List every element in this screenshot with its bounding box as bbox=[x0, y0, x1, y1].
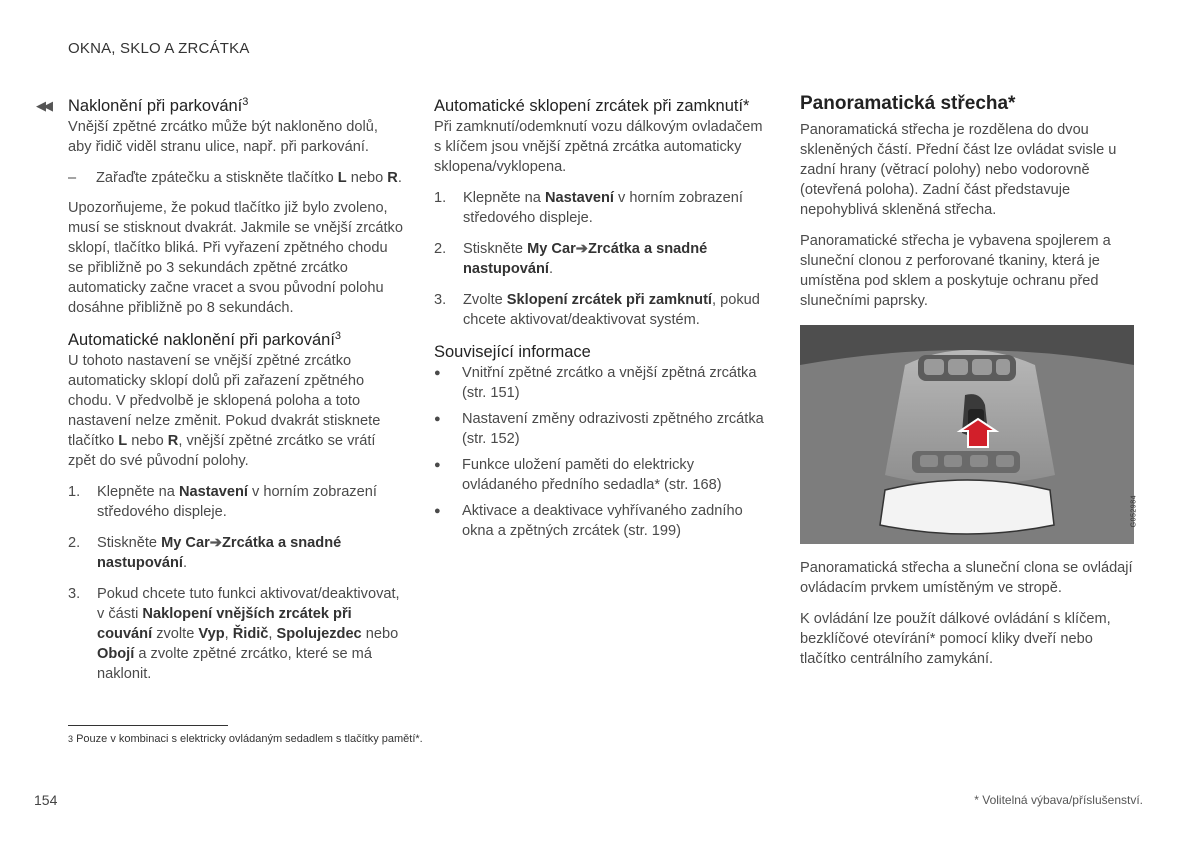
footnote: 3 Pouze v kombinaci s elektricky ovládaným sedadlem s tlačítky pamětí*. bbox=[68, 733, 423, 745]
roof-console-drawing bbox=[800, 325, 1134, 544]
dash-item: – Zařaďte zpátečku a stiskněte tlačítko L nebo R. bbox=[68, 170, 402, 186]
step-item: 3. Pokud chcete tuto funkci aktivovat/deaktivovat, v části Naklopení vnějších zrcátek při couvání zvolte Vyp, Řidič, Spolujezdec nebo Obojí a zvolte zpětné zrcátko, které se má naklonit. bbox=[68, 586, 400, 682]
related-link[interactable]: ● Nastavení změny odrazivosti zpětného zrcátka (str. 152) bbox=[434, 411, 764, 447]
column-right bbox=[800, 92, 1135, 680]
page-number: 154 bbox=[34, 792, 58, 808]
paragraph: K ovládání lze použít dálkové ovládání s klíčem, bezklíčové otevírání* pomocí kliky dveří nebo tlačítko centrálního zamykání. bbox=[800, 611, 1111, 667]
paragraph: Upozorňujeme, že pokud tlačítko již bylo zvoleno, musí se stisknout dvakrát. Jakmile se vnější zrcátko sklopí, tlačítko bliká. Při vyřazení zpětného chodu se přibližně po 3 sekundách zpětné zrcátko automaticky začne vracet a svou původní polohu dosáhne přibližně po 8 sekundách. bbox=[68, 200, 403, 316]
column-middle bbox=[434, 95, 769, 547]
section-heading-auto-parking-tilt: Automatické naklonění při parkování$^3$ bbox=[68, 330, 342, 349]
paragraph: U tohoto nastavení se vnější zpětné zrcátko automaticky sklopí dolů při zařazení zpětného chodu. V předvolbě je sklopená poloha a toto nastavení nelze změnit. Pokud dvakrát stisknete tlačítko L nebo R, vnější zpětné zrcátko se vrátí zpět do své původní polohy. bbox=[68, 353, 381, 469]
footnote-ref[interactable]: 3 bbox=[242, 96, 249, 108]
arrow-right-icon: ➔ bbox=[209, 535, 222, 551]
step-item: 1. Klepněte na Nastavení v horním zobrazení středového displeje. bbox=[68, 484, 377, 520]
paragraph: Při zamknutí/odemknutí vozu dálkovým ovladačem s klíčem jsou vnější zpětná zrcátka automaticky sklopena/vyklopena. bbox=[434, 119, 763, 175]
optional-equipment-note: * Volitelná výbava/příslušenství. bbox=[974, 793, 1143, 807]
section-heading-panoramic-roof: Panoramatická střecha* bbox=[800, 93, 1016, 114]
related-link[interactable]: ● Funkce uložení paměti do elektricky ovládaného předního sedadla* (str. 168) bbox=[434, 457, 722, 493]
section-heading-auto-fold: Automatické sklopení zrcátek při zamknutí* bbox=[434, 97, 750, 115]
related-link[interactable]: ● Vnitřní zpětné zrcátko a vnější zpětná zrcátka (str. 151) bbox=[434, 365, 757, 401]
footnote-ref[interactable]: 3 bbox=[334, 330, 342, 342]
page-header: OKNA, SKLO A ZRCÁTKA bbox=[68, 40, 250, 57]
step-item: 2. Stiskněte My Car➔Zrcátka a snadné nastupování. bbox=[434, 241, 708, 277]
paragraph: Panoramatická střecha je rozdělena do dvou skleněných částí. Přední část lze ovládat svisle u zadní hrany (větrací polohy) nebo vodorovně (otevřená poloha). Zadní část představuje nepohyblivá skleněná střecha. bbox=[800, 122, 1117, 218]
paragraph: Panoramatické střecha je vybavena spojlerem a sluneční clonou z perforované tkaniny, která je umístěna pod sklem a poskytuje ochranu před slunečními paprsky. bbox=[800, 233, 1111, 309]
step-item: 3. Zvolte Sklopení zrcátek při zamknutí, pokud chcete aktivovat/deaktivovat systém. bbox=[434, 292, 760, 328]
related-link[interactable]: ● Aktivace a deaktivace vyhřívaného zadního okna a zpětných zrcátek (str. 199) bbox=[434, 503, 743, 539]
section-heading-related: Související informace bbox=[434, 343, 591, 361]
step-item: 1. Klepněte na Nastavení v horním zobrazení středového displeje. bbox=[434, 190, 743, 226]
figure-code: G052984 bbox=[1130, 495, 1137, 528]
paragraph: Vnější zpětné zrcátko může být nakloněno dolů, aby řidič viděl stranu ulice, např. při parkování. bbox=[68, 119, 378, 155]
footnote-divider bbox=[68, 725, 228, 726]
arrow-right-icon: ➔ bbox=[575, 241, 588, 257]
double-chevron-left-icon[interactable]: ◀◀ bbox=[36, 98, 50, 113]
figure-caption: Panoramatická střecha a sluneční clona se ovládají ovládacím prvkem umístěným ve stropě. bbox=[800, 560, 1133, 596]
roof-control-illustration bbox=[800, 325, 1137, 544]
step-item: 2. Stiskněte My Car➔Zrcátka a snadné nastupování. bbox=[68, 535, 342, 571]
column-left bbox=[68, 95, 403, 695]
section-heading-parking-tilt: Naklonění při parkování$^3$ bbox=[68, 96, 249, 115]
